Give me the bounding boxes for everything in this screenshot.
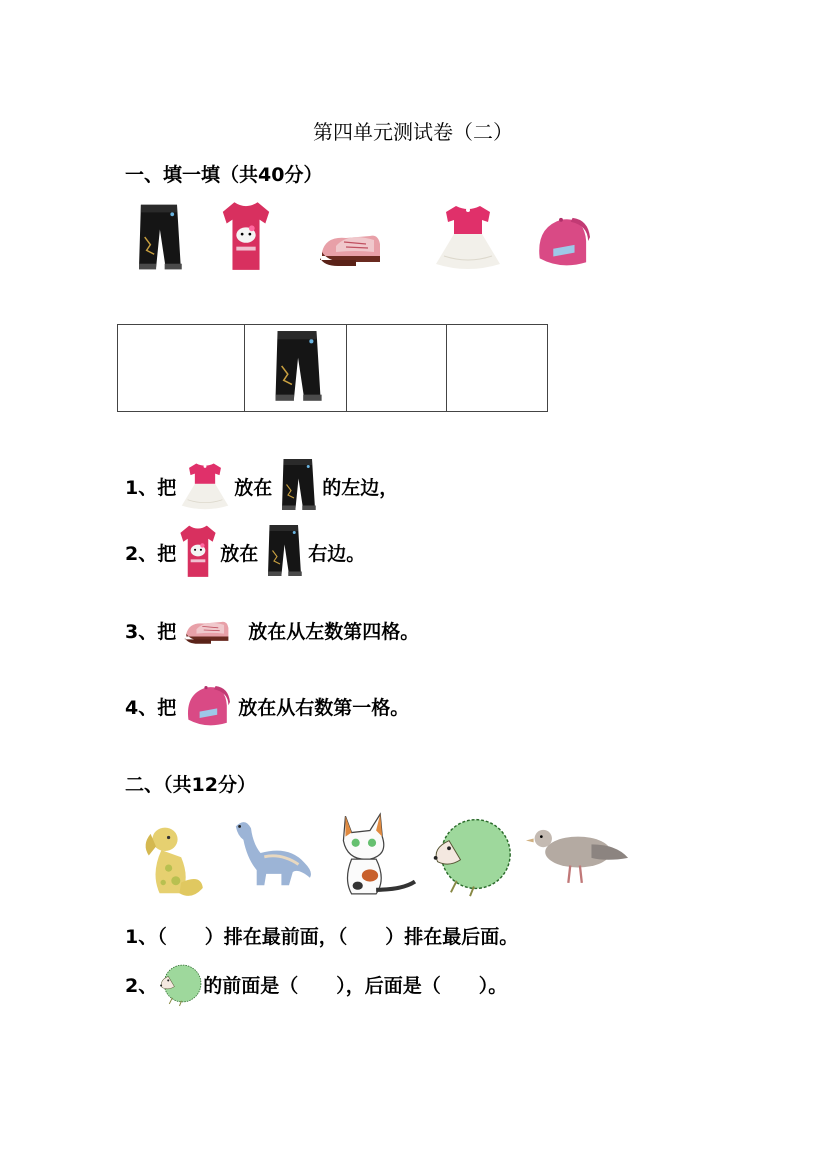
question-3 <box>125 600 419 660</box>
cat-icon <box>325 808 417 900</box>
bird-icon <box>524 818 630 888</box>
pants-icon <box>245 327 346 409</box>
section2-heading: 二、（共12分） <box>125 774 256 796</box>
s2-question-1: 1、（ ）排在最前面，（ ）排在最后面。 <box>125 925 519 948</box>
question-1-mid: 放在 <box>234 476 273 499</box>
dog-icon <box>138 815 210 905</box>
grid-cell-4[interactable] <box>447 325 548 412</box>
question-4 <box>125 674 409 738</box>
s2-question-2-num: 2、 <box>125 974 158 997</box>
question-4-num: 4、把 <box>125 696 177 719</box>
hedgehog-icon <box>157 954 203 1014</box>
pants-icon <box>258 522 308 582</box>
question-2-num: 2、把 <box>125 542 177 565</box>
grid-cell-3[interactable] <box>347 325 447 412</box>
hedgehog-icon <box>428 812 514 898</box>
question-2-end: 右边。 <box>308 542 366 565</box>
dinosaur-icon <box>222 815 318 891</box>
question-3-end: 放在从左数第四格。 <box>248 620 420 643</box>
pants-icon <box>128 201 188 277</box>
grid-cell-1[interactable] <box>118 325 245 412</box>
grid-cell-2[interactable] <box>245 325 347 412</box>
tshirt-icon <box>217 198 275 276</box>
cap-icon <box>532 208 590 276</box>
question-1-num: 1、把 <box>125 476 177 499</box>
question-4-end: 放在从右数第一格。 <box>238 696 410 719</box>
question-3-num: 3、把 <box>125 620 177 643</box>
question-1-end: 的左边， <box>322 476 399 499</box>
s2-question-2 <box>125 952 507 1016</box>
question-2 <box>125 520 365 584</box>
page-title: 第四单元测试卷（二） <box>313 120 513 144</box>
pants-icon <box>272 456 322 516</box>
cap-icon <box>182 676 230 736</box>
question-2-mid: 放在 <box>220 542 259 565</box>
shoes-icon <box>316 222 396 272</box>
s2-question-2-end: 的前面是（ ），后面是（ ）。 <box>203 974 508 997</box>
dress-icon <box>428 202 508 272</box>
shoes-icon <box>182 610 240 650</box>
section1-heading: 一、填一填（共40分） <box>125 164 323 186</box>
answer-grid <box>117 324 548 412</box>
question-1 <box>125 454 398 518</box>
tshirt-icon <box>176 522 220 582</box>
dress-icon <box>176 458 234 514</box>
